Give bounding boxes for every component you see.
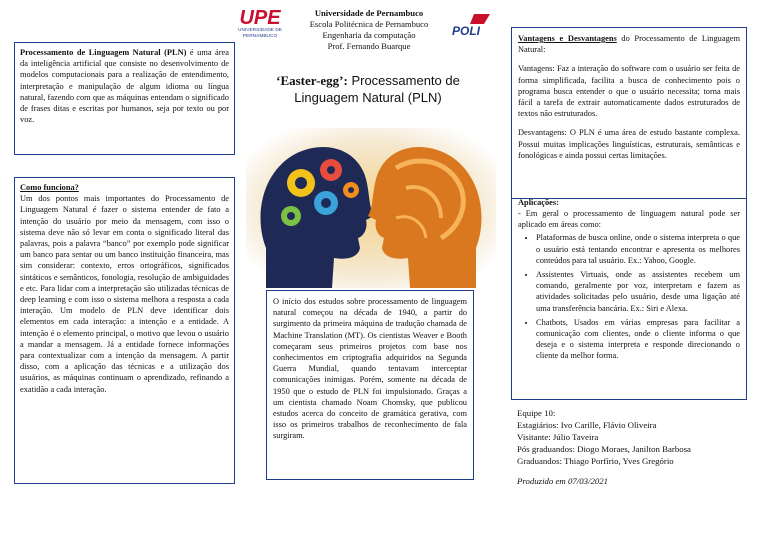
pln-definition-text: Processamento de Linguagem Natural (PLN) é uma área da inteligência artificial que consiste no desenvolvimento de modelos computacionais para a realização de entendimento, interpretação e manipulação de algum idioma ou língua natural, fazendo com que as máquinas entendam o significado de frases ditas e escritas por humanos, seja por texto ou por voz.: [20, 48, 229, 125]
course-name: Engenharia da computação: [322, 30, 416, 40]
how-text: Um dos pontos mais importantes do Processamento de Linguagem Natural é fazer o sistema entender de fato a intenção do usuário por meio da mensagem, com isso o sistema deve não só levar em conta o significado literal das palavras, pois a palavra “banco” por exemplo pode significar um banco para sentar ou um banco instituição financeira, mas sim considerar: contexto, erros ortográficos, significados sintáticos e semânticos, fonologia, resolução de ambiguidades e etc. Para lidar com a interpretação são utilizadas técnicas de deep learning e com isso o sistema melhora a resposta a cada interação. Um modelo de PLN deve identificar dois elementos em cada interação: a intenção e a entidade. A intenção é o elemento principal, o motivo que levou o usuário a mandar a mensagem. Já a entidade fornece informações para contextualizar com a intenção da mensagem. A partir disso, com a aplicação das técnicas e a utilização dos usuários, as máquinas continuam o aprendizado, refinando a exatidão a cada interação.: [20, 194, 229, 394]
list-item: • Chatbots, Usados em várias empresas para facilitar a comunicação com clientes, onde o cliente informa o que deseja e o sistema interpreta e responde direcionando o cliente da melhor forma.: [536, 317, 740, 362]
applications-heading: Aplicações:: [518, 198, 559, 207]
how-it-works-box: [14, 177, 235, 484]
upe-logo: UPE UNIVERSIDADE DE PERNAMBUCO: [238, 7, 282, 39]
professor-name: Prof. Fernando Buarque: [327, 41, 411, 51]
production-date: Produzido em 07/03/2021: [517, 476, 609, 486]
team-undergrads: Graduandos: Thiago Porfírio, Yves Gregório: [517, 456, 674, 466]
team-postgrads: Pós graduandos: Diogo Moraes, Janilton Barbosa: [517, 444, 691, 454]
team-interns: Estagiários: Ivo Carille, Flávio Oliveira: [517, 420, 657, 430]
school-name: Escola Politécnica de Pernambuco: [309, 19, 429, 29]
advantages-heading: Vantagens e Desvantagens do Processamento de Linguagem Natural:: [518, 34, 740, 55]
advantages-box: [511, 27, 747, 199]
institution-header: [238, 8, 500, 52]
disadvantages-text: Desvantagens: O PLN é uma área de estudo bastante complexa. Possui muitas implicações linguísticas, estruturais, semânticas e fonológicas e ainda possui certas limitações.: [518, 128, 740, 160]
pln-definition-box: [14, 42, 235, 155]
list-item: • Plataformas de busca online, onde o sistema interpreta o que o usuário está tentando encontrar e apresenta os melhores conteúdos para tal usuário. Ex.: Yahoo, Google.: [536, 232, 740, 266]
applications-box: [511, 198, 747, 400]
page-title: ‘Easter-egg’: Processamento de Linguagem Natural (PLN): [276, 73, 460, 105]
applications-intro: - Em geral o processamento de linguagem natural pode ser aplicado em áreas como:: [518, 209, 740, 230]
two-heads-illustration: [246, 128, 496, 288]
advantages-text: Vantagens: Faz a interação do software com o usuário ser feita de forma simplificada, facilita a busca de conhecimento pois o programa busca entender o que o usuário necessita; torna mais fácil a tarefa de extrair automaticamente dados estruturados de textos não estruturados.: [518, 64, 740, 119]
university-name: Universidade de Pernambuco: [314, 8, 424, 18]
team-credits: [511, 403, 747, 500]
list-item: • Assistentes Virtuais, onde as assistentes recebem um comando, geralmente por voz, interpretam e fazem as atividades solicitadas pelo usuário, desde uma ligação até uma transferência bancária. Ex.: Siri e Alexa.: [536, 269, 740, 314]
team-number: Equipe 10:: [517, 408, 556, 418]
history-box: [266, 290, 474, 480]
applications-list: [518, 232, 740, 361]
team-visitor: Visitante: Júlio Taveira: [517, 432, 599, 442]
history-text: O início dos estudos sobre processamento de linguagem natural começou na década de 1940, a partir do surgimento da primeira máquina de tradução chamada de Machine Translation (MT). Os cientistas Weaver e Booth começaram seus primeiros projetos com base nos conhecimentos em criptografia adquiridos na Segunda Guerra Mundial, quando tentavam interceptar comunicações inimigas. Porém, somente na década de 1950 que o estudo de PLN foi impulsionado. Graças a um cientista chamado Noam Chomsky, que publicou estudos acerca do conceito de gramática gerativa, com isso os primeiros trabalhos de reconhecimento de fala surgiram.: [273, 297, 467, 441]
how-heading: Como funciona?: [20, 183, 79, 192]
poli-logo: POLI: [448, 12, 492, 40]
